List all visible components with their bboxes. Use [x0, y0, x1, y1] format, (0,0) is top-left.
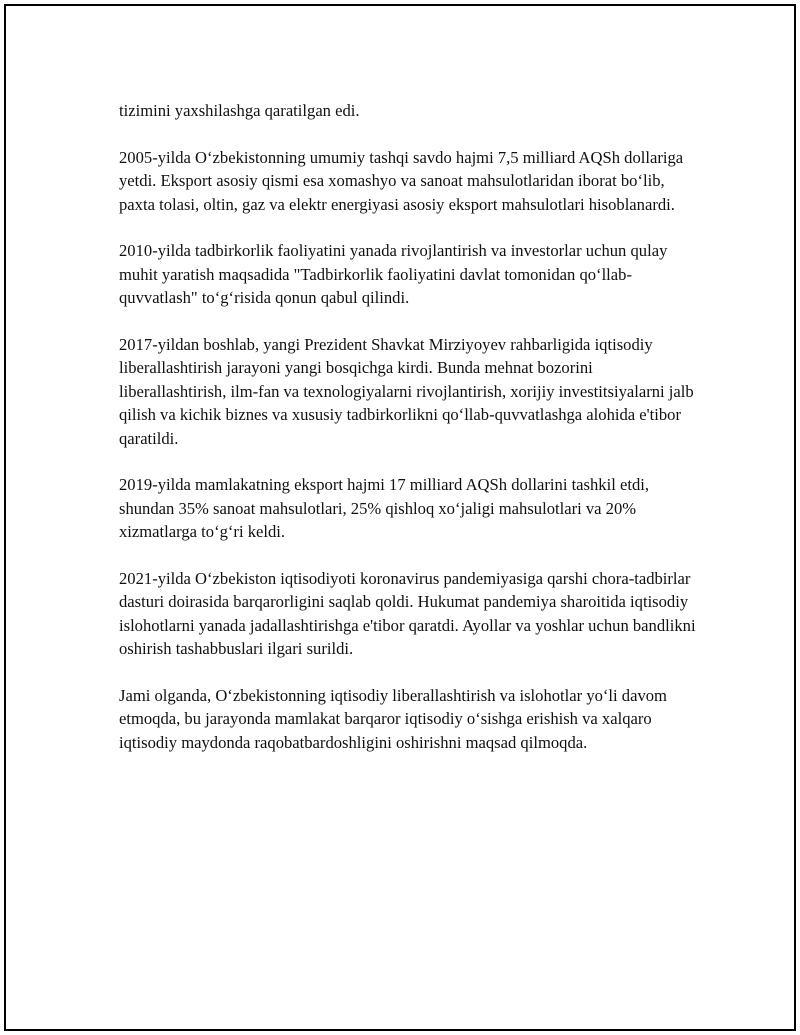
- document-body: [119, 99, 699, 778]
- document-page: [4, 4, 796, 1031]
- paragraph-2017: 2017-yildan boshlab, yangi Prezident Shavkat Mirziyoyev rahbarligida iqtisodiy liberallashtirish jarayoni yangi bosqichga kirdi. Bunda mehnat bozorini liberallashtirish, ilm-fan va texnologiyalarni rivojlantirish, xorijiy investitsiyalarni jalb qilish va kichik biznes va xususiy tadbirkorlikni qo‘llab-quvvatlashga alohida e'tibor qaratildi.: [119, 335, 694, 448]
- paragraph-2019: 2019-yilda mamlakatning eksport hajmi 17 milliard AQSh dollarini tashkil etdi, shundan 35% sanoat mahsulotlari, 25% qishloq xo‘jaligi mahsulotlari va 20% xizmatlarga to‘g‘ri keldi.: [119, 475, 650, 542]
- paragraph-conclusion: Jami olganda, O‘zbekistonning iqtisodiy liberallashtirish va islohotlar yo‘li davom etmoqda, bu jarayonda mamlakat barqaror iqtisodiy o‘sishga erishish va xalqaro iqtisodiy maydonda raqobatbardoshligini oshirishni maqsad qilmoqda.: [119, 686, 667, 752]
- paragraph-2005: 2005-yilda O‘zbekistonning umumiy tashqi savdo hajmi 7,5 milliard AQSh dollariga yetdi. Eksport asosiy qismi esa xomashyo va sanoat mahsulotlaridan iborat bo‘lib, paxta tolasi, oltin, gaz va elektr energiyasi asosiy eksport mahsulotlari hisoblanardi.: [119, 147, 684, 214]
- paragraph-2010: 2010-yilda tadbirkorlik faoliyatini yanada rivojlantirish va investorlar uchun qulay muhit yaratish maqsadida "Tadbirkorlik faoliyatini davlat tomonidan qo‘llab-quvvatlash" to‘g‘risida qonun qabul qilindi.: [119, 241, 668, 308]
- paragraph-continuation: tizimini yaxshilashga qaratilgan edi.: [119, 101, 360, 120]
- paragraph-2021: 2021-yilda O‘zbekiston iqtisodiyoti koronavirus pandemiyasiga qarshi chora-tadbirlar dasturi doirasida barqarorligini saqlab qoldi. Hukumat pandemiya sharoitida iqtisodiy islohotlarni yanada jadallashtirishga e'tibor qaratdi. Ayollar va yoshlar uchun bandlikni oshirish tashabbuslari ilgari surildi.: [119, 569, 696, 659]
